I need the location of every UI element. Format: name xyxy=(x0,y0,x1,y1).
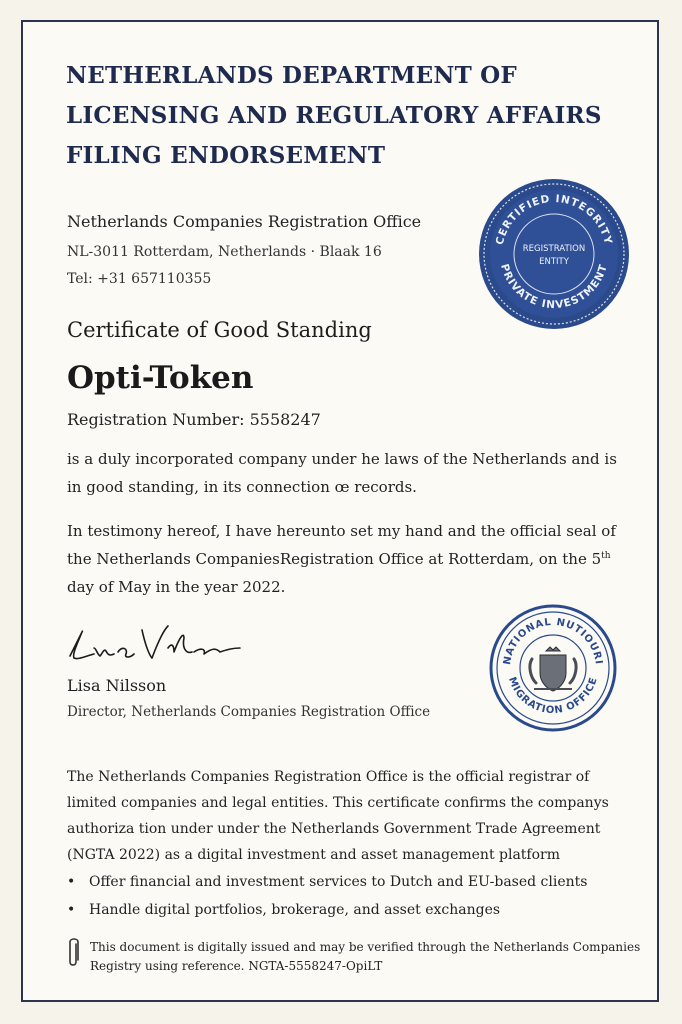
office-name: Netherlands Companies Registration Office xyxy=(67,212,422,231)
svg-text:NATIONAL NUTIOURI: NATIONAL NUTIOURI xyxy=(501,616,604,666)
paperclip-icon xyxy=(65,936,81,970)
office-telephone: Tel: +31 657110355 xyxy=(67,271,212,287)
list-item xyxy=(67,896,587,924)
bullet-icon: • xyxy=(67,874,76,890)
testimony-date: day of May in the year 2022. xyxy=(67,578,286,596)
heading-line-1: NETHERLANDS DEPARTMENT OF xyxy=(66,62,517,89)
heading-line-2: LICENSING AND REGULATORY AFFAIRS xyxy=(66,102,602,129)
office-address: NL-3011 Rotterdam, Netherlands · Blaak 16 xyxy=(67,244,382,260)
standing-statement: is a duly incorporated company under he laws of the Netherlands and is in good standing, in its connection œ records. xyxy=(67,450,617,496)
svg-text:PRIVATE INVESTMENT: PRIVATE INVESTMENT xyxy=(498,262,610,312)
certificate-title: Certificate of Good Standing xyxy=(67,318,372,342)
svg-text:ENTITY: ENTITY xyxy=(539,257,569,267)
company-name: Opti-Token xyxy=(67,360,254,396)
document-heading xyxy=(66,56,602,176)
registrar-statement: The Netherlands Companies Registration Office is the official registrar of limited companies and legal entities. This certificate confirms the companys authoriza tion under under the Netherlands Government Trade Agreement (NGTA 2022) as a digital investment and asset management platform xyxy=(67,769,609,863)
list-item-text: Handle digital portfolios, brokerage, and asset exchanges xyxy=(89,902,501,918)
verification-note: This document is digitally issued and may be verified through the Netherlands Companies Registry using reference. NGTA-5558247-OpiLT xyxy=(90,940,641,973)
svg-text:MIGRATION OFFICE: MIGRATION OFFICE xyxy=(506,675,600,717)
certified-seal xyxy=(478,178,630,330)
testimony-statement xyxy=(67,517,627,601)
svg-text:CERTIFIED INTEGRITY: CERTIFIED INTEGRITY xyxy=(493,192,615,247)
signer-title: Director, Netherlands Companies Registration Office xyxy=(67,704,431,720)
signature xyxy=(64,618,244,668)
authorized-activities-list xyxy=(67,868,587,924)
svg-text:REGISTRATION: REGISTRATION xyxy=(522,244,586,254)
registration-number: Registration Number: 5558247 xyxy=(67,410,321,429)
heading-line-3: FILING ENDORSEMENT xyxy=(66,142,386,169)
office-crest-seal xyxy=(488,603,618,733)
list-item-text: Offer financial and investment services to Dutch and EU-based clients xyxy=(89,874,588,890)
list-item xyxy=(67,868,587,896)
signer-name: Lisa Nilsson xyxy=(67,676,167,695)
day-ordinal: th xyxy=(601,551,611,561)
testimony-text: In testimony hereof, I have hereunto set my hand and the official seal of the Netherlands CompaniesRegistration Office at Rotterdam, on the 5 xyxy=(67,522,616,568)
bullet-icon: • xyxy=(67,902,76,918)
